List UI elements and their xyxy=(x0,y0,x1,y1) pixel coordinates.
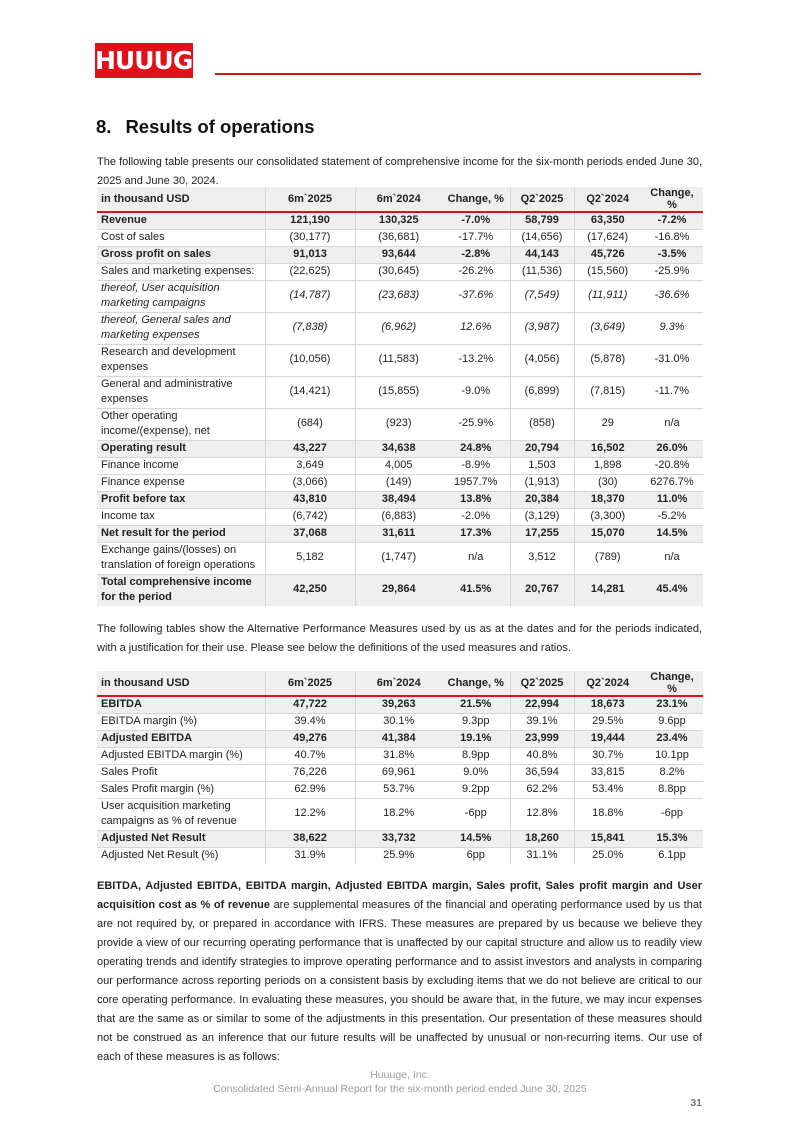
table-cell: 31.9% xyxy=(265,847,355,864)
table-cell: 23.1% xyxy=(641,696,703,713)
column-header: Change, % xyxy=(641,671,703,696)
row-label: Total comprehensive income for the period xyxy=(97,574,265,606)
table-cell: 14.5% xyxy=(641,525,703,542)
table-cell: 8.2% xyxy=(641,764,703,781)
intro-paragraph: The following table presents our consolidated statement of comprehensive income for the six-month periods ended June 30, 2025 and June 30, 2024. xyxy=(97,156,702,187)
row-label: Profit before tax xyxy=(97,491,265,508)
table-row xyxy=(97,747,703,764)
table-cell: 62.9% xyxy=(265,781,355,798)
table-cell: (22,625) xyxy=(265,263,355,280)
row-label: Adjusted EBITDA margin (%) xyxy=(97,747,265,764)
table-cell: (7,815) xyxy=(574,376,641,408)
table-cell: 29.5% xyxy=(574,713,641,730)
column-header: Change, % xyxy=(641,187,703,212)
row-label: EBITDA margin (%) xyxy=(97,713,265,730)
table-cell: 45.4% xyxy=(641,574,703,606)
column-header: Q2`2024 xyxy=(574,187,641,212)
table-cell: 41,384 xyxy=(355,730,442,747)
row-label: Finance income xyxy=(97,457,265,474)
table-row xyxy=(97,246,703,263)
table-row xyxy=(97,440,703,457)
table-cell: 12.8% xyxy=(510,798,574,830)
row-label: thereof, User acquisition marketing campaigns xyxy=(97,280,265,312)
table-cell: (3,987) xyxy=(510,312,574,344)
definitions-text: are supplemental measures of the financial and operating performance used by us that are not required by, or prepared in accordance with IFRS. These measures are prepared by us because we believe they provide a view of our recurring operating performance that is unaffected by our capital structure and allow us to readily view operating trends and identify strategies to improve operating performance and to assist investors and analysts in comparing our performance across reporting periods on a consistent basis by excluding items that we do not believe are critical to our core operating performance. In evaluating these measures, you should be aware that, in the future, we may incur expenses that are the same as or similar to some of the adjustments in this presentation. Our presentation of these measures should not be construed as an inference that our future results will be unaffected by unusual or non-recurring items. Our use of each of these measures is as follows: xyxy=(97,899,702,1063)
table-cell: 11.0% xyxy=(641,491,703,508)
table-cell: 24.8% xyxy=(442,440,510,457)
table-cell: 1957.7% xyxy=(442,474,510,491)
table-row xyxy=(97,798,703,830)
table-row xyxy=(97,574,703,606)
table-cell: 31,611 xyxy=(355,525,442,542)
table-cell: (1,747) xyxy=(355,542,442,574)
table-cell: 40.7% xyxy=(265,747,355,764)
table-cell: 49,276 xyxy=(265,730,355,747)
table-row xyxy=(97,713,703,730)
table-cell: -20.8% xyxy=(641,457,703,474)
table-cell: (6,899) xyxy=(510,376,574,408)
table-cell: -5.2% xyxy=(641,508,703,525)
table-cell: -3.5% xyxy=(641,246,703,263)
table-cell: (10,056) xyxy=(265,344,355,376)
table-cell: 18,370 xyxy=(574,491,641,508)
column-header: Change, % xyxy=(442,187,510,212)
column-header: Q2`2024 xyxy=(574,671,641,696)
table-row xyxy=(97,542,703,574)
table-cell: (23,683) xyxy=(355,280,442,312)
table-cell: 130,325 xyxy=(355,212,442,229)
table-cell: 93,644 xyxy=(355,246,442,263)
table-cell: -8.9% xyxy=(442,457,510,474)
table-cell: (14,656) xyxy=(510,229,574,246)
table-cell: (11,911) xyxy=(574,280,641,312)
table-cell: 38,622 xyxy=(265,830,355,847)
table-cell: -11.7% xyxy=(641,376,703,408)
table-row xyxy=(97,696,703,713)
table-row xyxy=(97,474,703,491)
table-cell: 42,250 xyxy=(265,574,355,606)
row-label: Adjusted EBITDA xyxy=(97,730,265,747)
table-cell: 6.1pp xyxy=(641,847,703,864)
table-cell: 47,722 xyxy=(265,696,355,713)
column-header: Q2`2025 xyxy=(510,671,574,696)
table-cell: 62.2% xyxy=(510,781,574,798)
table-cell: 39.4% xyxy=(265,713,355,730)
table-cell: 39,263 xyxy=(355,696,442,713)
definitions-paragraph xyxy=(97,877,702,1067)
column-header: in thousand USD xyxy=(97,671,265,696)
table-cell: (789) xyxy=(574,542,641,574)
table-cell: -9.0% xyxy=(442,376,510,408)
table-cell: (1,913) xyxy=(510,474,574,491)
column-header: 6m`2024 xyxy=(355,187,442,212)
table-cell: -25.9% xyxy=(442,408,510,440)
table-cell: 5,182 xyxy=(265,542,355,574)
section-title-text: Results of operations xyxy=(125,116,315,137)
table-cell: -13.2% xyxy=(442,344,510,376)
table-row xyxy=(97,280,703,312)
table-cell: 29 xyxy=(574,408,641,440)
row-label: Revenue xyxy=(97,212,265,229)
table-cell: 17.3% xyxy=(442,525,510,542)
table-cell: 63,350 xyxy=(574,212,641,229)
table-cell: (11,536) xyxy=(510,263,574,280)
table-cell: 15,841 xyxy=(574,830,641,847)
table-cell: 41.5% xyxy=(442,574,510,606)
table-cell: (11,583) xyxy=(355,344,442,376)
table-cell: 20,384 xyxy=(510,491,574,508)
table-cell: 58,799 xyxy=(510,212,574,229)
huuuge-logo: HUUUGE xyxy=(95,43,193,78)
table-cell: 17,255 xyxy=(510,525,574,542)
row-label: Cost of sales xyxy=(97,229,265,246)
table-cell: -37.6% xyxy=(442,280,510,312)
table-cell: 18.8% xyxy=(574,798,641,830)
row-label: EBITDA xyxy=(97,696,265,713)
table-cell: (15,560) xyxy=(574,263,641,280)
row-label: Sales Profit xyxy=(97,764,265,781)
table-cell: n/a xyxy=(641,408,703,440)
table-cell: (7,549) xyxy=(510,280,574,312)
table-cell: 31.1% xyxy=(510,847,574,864)
table-cell: 25.0% xyxy=(574,847,641,864)
table-cell: (17,624) xyxy=(574,229,641,246)
table-cell: 25.9% xyxy=(355,847,442,864)
table-header-row xyxy=(97,671,703,696)
table-row xyxy=(97,212,703,229)
table-cell: 9.2pp xyxy=(442,781,510,798)
table-cell: 33,732 xyxy=(355,830,442,847)
table-cell: 9.3% xyxy=(641,312,703,344)
table-cell: 19.1% xyxy=(442,730,510,747)
table-cell: 29,864 xyxy=(355,574,442,606)
apm-table xyxy=(97,671,703,864)
table-cell: 18,260 xyxy=(510,830,574,847)
table-cell: (684) xyxy=(265,408,355,440)
table-cell: 37,068 xyxy=(265,525,355,542)
table-cell: (14,421) xyxy=(265,376,355,408)
table-cell: (7,838) xyxy=(265,312,355,344)
column-header: Change, % xyxy=(442,671,510,696)
table-cell: 19,444 xyxy=(574,730,641,747)
table-cell: (15,855) xyxy=(355,376,442,408)
table-cell: 30.7% xyxy=(574,747,641,764)
section-title xyxy=(96,116,315,138)
table-cell: 38,494 xyxy=(355,491,442,508)
table-cell: (36,681) xyxy=(355,229,442,246)
table-cell: (4,056) xyxy=(510,344,574,376)
table-cell: 16,502 xyxy=(574,440,641,457)
definitions-bold-lead: EBITDA, Adjusted EBITDA, EBITDA margin, Adjusted EBITDA margin, Sales profit, Sales profit margin and User acquisition cost as % of revenue xyxy=(97,880,702,911)
table-cell: 18.2% xyxy=(355,798,442,830)
table-cell: 45,726 xyxy=(574,246,641,263)
table-row xyxy=(97,344,703,376)
table-cell: -6pp xyxy=(442,798,510,830)
table-cell: -16.8% xyxy=(641,229,703,246)
table-cell: 20,794 xyxy=(510,440,574,457)
table-cell: 121,190 xyxy=(265,212,355,229)
table-cell: 9.3pp xyxy=(442,713,510,730)
row-label: Sales and marketing expenses: xyxy=(97,263,265,280)
table-cell: 40.8% xyxy=(510,747,574,764)
table-cell: 31.8% xyxy=(355,747,442,764)
header-rule xyxy=(215,73,701,75)
table-cell: -26.2% xyxy=(442,263,510,280)
row-label: Finance expense xyxy=(97,474,265,491)
table-cell: 30.1% xyxy=(355,713,442,730)
table-cell: -2.8% xyxy=(442,246,510,263)
table-cell: (30,645) xyxy=(355,263,442,280)
table-row xyxy=(97,312,703,344)
income-statement-table xyxy=(97,187,703,606)
table-cell: 21.5% xyxy=(442,696,510,713)
table-cell: 1,898 xyxy=(574,457,641,474)
row-label: General and administrative expenses xyxy=(97,376,265,408)
table-cell: -36.6% xyxy=(641,280,703,312)
table-cell: (30,177) xyxy=(265,229,355,246)
row-label: User acquisition marketing campaigns as % of revenue xyxy=(97,798,265,830)
table-cell: 1,503 xyxy=(510,457,574,474)
table-cell: 9.0% xyxy=(442,764,510,781)
column-header: 6m`2024 xyxy=(355,671,442,696)
footer-report-title: Consolidated Semi-Annual Report for the six-month period ended June 30, 2025 xyxy=(213,1083,587,1095)
row-label: Net result for the period xyxy=(97,525,265,542)
table-cell: 6pp xyxy=(442,847,510,864)
table-cell: -7.2% xyxy=(641,212,703,229)
footer-company: Huuuge, Inc. xyxy=(370,1069,430,1081)
row-label: thereof, General sales and marketing expenses xyxy=(97,312,265,344)
table-cell: -2.0% xyxy=(442,508,510,525)
table-row xyxy=(97,408,703,440)
table-row xyxy=(97,830,703,847)
table-cell: 4,005 xyxy=(355,457,442,474)
table-cell: 15.3% xyxy=(641,830,703,847)
table-cell: 22,994 xyxy=(510,696,574,713)
table-cell: 34,638 xyxy=(355,440,442,457)
table-row xyxy=(97,263,703,280)
table-cell: 20,767 xyxy=(510,574,574,606)
table-cell: (858) xyxy=(510,408,574,440)
table-cell: 9.6pp xyxy=(641,713,703,730)
table-cell: (3,649) xyxy=(574,312,641,344)
table-cell: 12.2% xyxy=(265,798,355,830)
row-label: Sales Profit margin (%) xyxy=(97,781,265,798)
row-label: Adjusted Net Result (%) xyxy=(97,847,265,864)
apm-intro-paragraph: The following tables show the Alternative Performance Measures used by us as at the dates and for the periods indicated, with a justification for their use. Please see below the definitions of the used measures and ratios. xyxy=(97,623,702,654)
table-cell: (149) xyxy=(355,474,442,491)
table-row xyxy=(97,376,703,408)
table-cell: 13.8% xyxy=(442,491,510,508)
table-cell: 39.1% xyxy=(510,713,574,730)
table-row xyxy=(97,525,703,542)
page-number: 31 xyxy=(690,1097,702,1109)
table-cell: 43,227 xyxy=(265,440,355,457)
row-label: Operating result xyxy=(97,440,265,457)
table-cell: (5,878) xyxy=(574,344,641,376)
table-cell: -17.7% xyxy=(442,229,510,246)
column-header: 6m`2025 xyxy=(265,671,355,696)
table-row xyxy=(97,847,703,864)
row-label: Income tax xyxy=(97,508,265,525)
table-cell: -7.0% xyxy=(442,212,510,229)
table-cell: 10.1pp xyxy=(641,747,703,764)
table-cell: 12.6% xyxy=(442,312,510,344)
table-cell: 8.8pp xyxy=(641,781,703,798)
row-label: Adjusted Net Result xyxy=(97,830,265,847)
table-row xyxy=(97,491,703,508)
table-cell: 6276.7% xyxy=(641,474,703,491)
table-cell: 14.5% xyxy=(442,830,510,847)
row-label: Research and development expenses xyxy=(97,344,265,376)
table-cell: 76,226 xyxy=(265,764,355,781)
table-row xyxy=(97,508,703,525)
table-cell: 3,649 xyxy=(265,457,355,474)
table-cell: 15,070 xyxy=(574,525,641,542)
section-number: 8. xyxy=(96,116,112,137)
table-row xyxy=(97,730,703,747)
column-header: in thousand USD xyxy=(97,187,265,212)
table-cell: (30) xyxy=(574,474,641,491)
table-cell: (6,742) xyxy=(265,508,355,525)
table-cell: (3,300) xyxy=(574,508,641,525)
table-row xyxy=(97,229,703,246)
table-cell: 23.4% xyxy=(641,730,703,747)
table-cell: (923) xyxy=(355,408,442,440)
table-cell: -25.9% xyxy=(641,263,703,280)
table-cell: -6pp xyxy=(641,798,703,830)
table-cell: 69,961 xyxy=(355,764,442,781)
table-cell: 91,013 xyxy=(265,246,355,263)
table-cell: 33,815 xyxy=(574,764,641,781)
table-cell: 36,594 xyxy=(510,764,574,781)
table-row xyxy=(97,457,703,474)
table-cell: 8.9pp xyxy=(442,747,510,764)
table-cell: (3,066) xyxy=(265,474,355,491)
row-label: Exchange gains/(losses) on translation of foreign operations xyxy=(97,542,265,574)
table-header-row xyxy=(97,187,703,212)
table-cell: 44,143 xyxy=(510,246,574,263)
table-cell: 18,673 xyxy=(574,696,641,713)
table-cell: n/a xyxy=(641,542,703,574)
table-cell: (6,962) xyxy=(355,312,442,344)
table-cell: -31.0% xyxy=(641,344,703,376)
row-label: Gross profit on sales xyxy=(97,246,265,263)
table-cell: 23,999 xyxy=(510,730,574,747)
table-cell: 53.7% xyxy=(355,781,442,798)
table-cell: 26.0% xyxy=(641,440,703,457)
table-cell: (6,883) xyxy=(355,508,442,525)
table-cell: 43,810 xyxy=(265,491,355,508)
column-header: Q2`2025 xyxy=(510,187,574,212)
table-cell: 3,512 xyxy=(510,542,574,574)
table-cell: 53.4% xyxy=(574,781,641,798)
table-cell: (3,129) xyxy=(510,508,574,525)
table-row xyxy=(97,781,703,798)
table-cell: 14,281 xyxy=(574,574,641,606)
table-row xyxy=(97,764,703,781)
table-cell: n/a xyxy=(442,542,510,574)
column-header: 6m`2025 xyxy=(265,187,355,212)
table-cell: (14,787) xyxy=(265,280,355,312)
row-label: Other operating income/(expense), net xyxy=(97,408,265,440)
